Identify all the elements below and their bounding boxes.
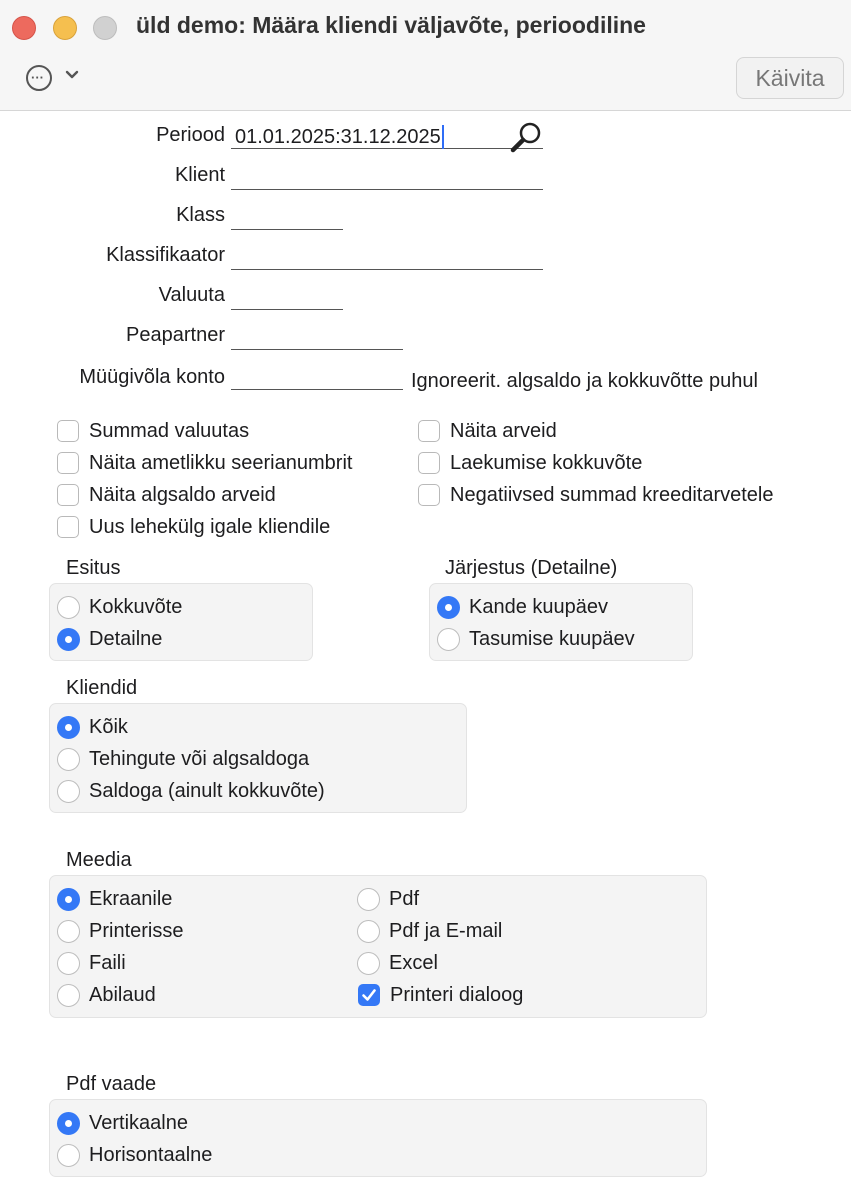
sales-debt-account-field[interactable] (231, 366, 403, 390)
checkbox-box[interactable] (358, 984, 380, 1006)
zoom-window-button[interactable] (93, 16, 117, 40)
radio-label: Saldoga (ainult kokkuvõte) (89, 780, 325, 802)
radio-label: Abilaud (89, 984, 156, 1006)
text-caret (442, 125, 444, 149)
radio-button[interactable] (57, 1144, 80, 1167)
checkbox-box[interactable] (418, 484, 440, 506)
jarjestus-title: Järjestus (Detailne) (445, 557, 618, 579)
radio-label: Vertikaalne (89, 1112, 188, 1134)
checkbox-box[interactable] (57, 516, 79, 538)
radio-button[interactable] (57, 780, 80, 803)
radio-button[interactable] (57, 748, 80, 771)
radio-label: Kokkuvõte (89, 596, 183, 618)
period-label: Periood (156, 124, 225, 146)
main-partner-label: Peapartner (126, 324, 225, 346)
radio-label: Tehingute või algsaldoga (89, 748, 310, 770)
class-field[interactable] (231, 206, 343, 230)
class-label: Klass (176, 204, 225, 226)
radio-button[interactable] (57, 888, 80, 911)
currency-label: Valuuta (158, 284, 225, 306)
window-titlebar (0, 0, 851, 111)
kliendid-title: Kliendid (66, 677, 138, 699)
checkbox-label: Summad valuutas (89, 420, 250, 442)
window-title: üld demo: Määra kliendi väljavõte, perioodiline (136, 12, 646, 38)
minimize-window-button[interactable] (53, 16, 77, 40)
radio-label: Printerisse (89, 920, 184, 942)
radio-button[interactable] (357, 920, 380, 943)
checkbox-box[interactable] (57, 484, 79, 506)
esitus-title: Esitus (66, 557, 121, 579)
radio-button[interactable] (357, 888, 380, 911)
radio-label: Pdf (389, 888, 420, 910)
run-button[interactable]: Käivita (736, 57, 844, 99)
classifier-field[interactable] (231, 246, 543, 270)
radio-button[interactable] (357, 952, 380, 975)
search-icon[interactable] (510, 121, 544, 160)
radio-button[interactable] (57, 596, 80, 619)
checkbox-label: Printeri dialoog (390, 984, 524, 1006)
classifier-label: Klassifikaator (106, 244, 225, 266)
radio-button[interactable] (437, 628, 460, 651)
radio-label: Horisontaalne (89, 1144, 213, 1166)
checkbox-label: Negatiivsed summad kreeditarvetele (450, 484, 774, 506)
radio-label: Detailne (89, 628, 163, 650)
client-label: Klient (174, 164, 225, 186)
radio-label: Faili (89, 952, 126, 974)
client-field[interactable] (231, 166, 543, 190)
radio-button[interactable] (57, 716, 80, 739)
checkmark-icon (361, 987, 377, 1003)
close-window-button[interactable] (12, 16, 36, 40)
radio-button[interactable] (57, 1112, 80, 1135)
checkbox-label: Näita algsaldo arveid (89, 484, 276, 506)
sales-debt-account-note: Ignoreerit. algsaldo ja kokkuvõtte puhul (411, 370, 758, 392)
checkbox-box[interactable] (418, 452, 440, 474)
radio-label: Excel (389, 952, 438, 974)
period-field[interactable] (231, 125, 543, 149)
radio-label: Ekraanile (89, 888, 173, 910)
radio-button[interactable] (57, 920, 80, 943)
radio-label: Tasumise kuupäev (469, 628, 635, 650)
period-value: 01.01.2025:31.12.2025 (235, 126, 441, 148)
checkbox-box[interactable] (57, 452, 79, 474)
checkbox-label: Näita arveid (450, 420, 557, 442)
checkbox-box[interactable] (57, 420, 79, 442)
main-partner-field[interactable] (231, 326, 403, 350)
meedia-title: Meedia (66, 849, 132, 871)
chevron-down-icon[interactable] (65, 67, 79, 85)
radio-button[interactable] (57, 984, 80, 1007)
checkbox-label: Näita ametlikku seerianumbrit (89, 452, 353, 474)
radio-button[interactable] (437, 596, 460, 619)
checkbox-label: Uus lehekülg igale kliendile (89, 516, 331, 538)
radio-label: Kande kuupäev (469, 596, 609, 618)
radio-label: Kõik (89, 716, 128, 738)
checkbox-label: Laekumise kokkuvõte (450, 452, 643, 474)
ellipsis-circle-icon[interactable]: ··· (26, 65, 52, 91)
radio-button[interactable] (57, 628, 80, 651)
pdf-vaade-title: Pdf vaade (66, 1073, 157, 1095)
sales-debt-account-label: Müügivõla konto (79, 366, 225, 388)
currency-field[interactable] (231, 286, 343, 310)
radio-button[interactable] (57, 952, 80, 975)
checkbox-box[interactable] (418, 420, 440, 442)
radio-label: Pdf ja E-mail (389, 920, 503, 942)
